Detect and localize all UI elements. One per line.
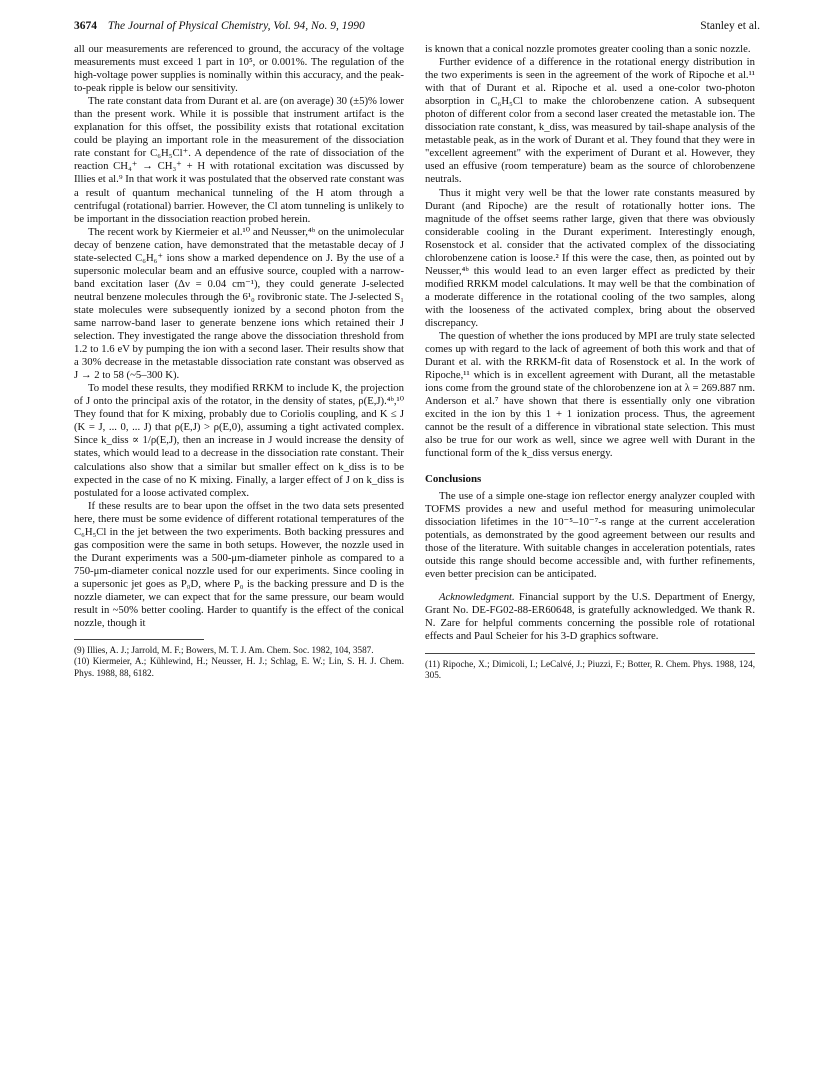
right-column xyxy=(425,43,755,681)
paragraph: is known that a conical nozzle promotes greater cooling than a sonic nozzle. xyxy=(425,43,751,55)
paragraph: The recent work by Kiermeier et al.¹⁰ and Neusser,⁴ᵇ on the unimolecular decay of benzene cation, have demonstrated that the metastable decay of J state-selected C₆H₆⁺ ions show a marked dependence on J. By the use of a supersonic molecular beam and an effusive source, coupled with a narrow-band excitation laser (Δν = 0.04 cm⁻¹), they could generate J-selected neutral benzene molecules through the 6¹₀ rovibronic state. The J-selected S₁ state molecules were subsequently ionized by a second photon from the same narrow-band laser to generate benzene ions which retained their J selection. They investigated the range above the dissociation threshold from 1.2 to 1.6 eV by pumping the ion with a second laser. Their results show that a 30% decrease in the metastable dissociation rate constant was observed as J → 2 to 58 (~5–300 K). xyxy=(74,225,404,382)
journal-citation: The Journal of Physical Chemistry, Vol. 94, No. 9, 1990 xyxy=(107,20,365,32)
paragraph: Further evidence of a difference in the rotational energy distribution in the two experiments is seen in the agreement of the work of Ripoche et al.¹¹ with that of Durant et al. Ripoche et al. used a one-color two-photon absorption in C₆H₅Cl to make the chlorobenzene cation. A subsequent photon of different color from a second laser created the metastable ion. The dissociation rate constant, k_diss, was measured by tail-shape analysis of the metastable peak, as in the work of Durant et al. They found that they were in "excellent agreement" with the experiment of Durant et al. However, they used an effusive (room temperature) beam as the source of chlorobenzene neutrals. xyxy=(425,56,755,186)
acknowledgment-text: Financial support by the U.S. Department of Energy, Grant No. DE-FG02-88-ER60648, is gratefully acknowledged. We thank R. N. Zare for helpful comments concerning the possible role of rotational effects and Paul Scheier for his 3-D graphics software. xyxy=(425,590,755,643)
paragraph: The question of whether the ions produced by MPI are truly state selected comes up with regard to the lack of agreement of both this work and that of Durant et al. with the RRKM-fit data of Rosenstock et al. In the work of Ripoche,¹¹ which is in excellent agreement with Durant, all the metastable ions come from the ground state of the chlorobenzene ion at λ = 269.887 nm. Anderson et al.⁷ have shown that there is essentially only one vibration excited in the ion by this 1 + 1 ionization process. Thus, the agreement cannot be the result of a difference in vibrational state selection. This must also be true for our work as well, since we agree well with Durant in the functional form of the k_diss versus energy. xyxy=(425,330,755,460)
footnote-10: (10) Kiermeier, A.; Kühlewind, H.; Neusser, H. J.; Schlag, E. W.; Lin, S. H. J. Chem. Phys. 1988, 88, 6182. xyxy=(74,656,404,678)
acknowledgment-label: Acknowledgment. xyxy=(439,590,515,603)
paragraph: To model these results, they modified RRKM to include K, the projection of J onto the principal axis of the rotator, in the density of states, ρ(E,J).⁴ᵇ,¹⁰ They found that for K mixing, probably due to Coriolis coupling, and K ≤ J (K = J, ... 0, ... J) that ρ(E,J) > ρ(E,0), assuming a tight activated complex. Since k_diss ∝ 1/ρ(E,J), then an increase in J would increase the density of states, which would lead to a decrease in the dissociation rate constant. Their calculations also show that a similar but smaller effect on k_diss is to be expected in the case of no K mixing. Finally, a larger effect of J on k_diss is postulated for a loose activated complex. xyxy=(74,382,404,499)
paragraph: Thus it might very well be that the lower rate constants measured by Durant (and Ripoche) are the result of rotationally hotter ions. The magnitude of the offset seems rather large, given that there was obviously considerable cooling in the Durant experiment. Interestingly enough, Rosenstock et al. consider that the activated complex of the dissociating chlorobenzene cation is loose.² If this were the case, then, as pointed out by Neusser,⁴ᵇ this would lead to an even larger effect as predicted by their modified RRKM model calculations. It may well be that the combination of a moderate difference in the rotational cooling of the two samples, along with the looseness of the activated complex, bring about the observed discrepancy. xyxy=(425,186,755,329)
section-heading-conclusions: Conclusions xyxy=(425,472,482,485)
paragraph: The rate constant data from Durant et al. are (on average) 30 (±5)% lower than the present work. While it is possible that instrument artifact is the explanation for this offset, the possibility exists that rotational excitation could be playing an important role in the measurement of the dissociation rate constant for C₆H₅Cl⁺. A dependence of the rate of dissociation of the reaction CH₄⁺ → CH₃⁺ + H with rotational excitation was discussed by Illies et al.⁹ In that work it was postulated that the observed rate constant was a result of quantum mechanical tunneling of the H atom through a centrifugal (rotational) barrier. However, the Cl atom tunneling is unlikely to be important in the dissociation reaction probed herein. xyxy=(74,95,404,225)
paragraph: If these results are to bear upon the offset in the two data sets presented here, there must be some evidence of different rotational temperatures of the C₆H₅Cl in the jet between the two experiments. Both backing pressures and gas composition were the same in both setups. However, the nozzle used in the Durant experiments was a 500-μm-diameter pinhole as compared to a 750-μm-diameter conical nozzle used for our experiments. Since cooling in a supersonic jet goes as P₀D, where P₀ is the backing pressure and D is the nozzle diameter, we can expect that for the same pressure, our beam would result in ~50% better cooling. Harder to quantify is the effect of the conical nozzle, though it xyxy=(74,499,404,630)
paragraph: all our measurements are referenced to ground, the accuracy of the voltage measurements must exceed 1 part in 10⁵, or 0.001%. The regulation of the high-voltage power supplies is nominally within this accuracy, and the peak-to-peak ripple is below our sensitivity. xyxy=(74,43,404,95)
page-header xyxy=(74,17,760,35)
footnote-9: (9) Illies, A. J.; Jarrold, M. F.; Bowers, M. T. J. Am. Chem. Soc. 1982, 104, 3587. xyxy=(74,645,374,656)
left-column xyxy=(74,43,404,679)
acknowledgment xyxy=(425,591,755,643)
footnote-divider xyxy=(74,639,204,640)
paragraph: The use of a simple one-stage ion reflector energy analyzer coupled with TOFMS provides a new and useful method for measuring unimolecular dissociation lifetimes in the 10⁻⁵–10⁻⁷-s range at the current acceleration potentials, as demonstrated by the good agreement between our results and those of the literature. With suitable changes in acceleration potentials, rates outside this range should become accessible and, with further refinements, even better precision can be anticipated. xyxy=(425,489,755,580)
running-head: Stanley et al. xyxy=(700,20,760,32)
footnote-11: (11) Ripoche, X.; Dimicoli, I.; LeCalvé, J.; Piuzzi, F.; Botter, R. Chem. Phys. 1988, 124, 305. xyxy=(425,659,755,681)
footnote-divider xyxy=(425,653,755,654)
page-number: 3674 xyxy=(74,20,97,32)
